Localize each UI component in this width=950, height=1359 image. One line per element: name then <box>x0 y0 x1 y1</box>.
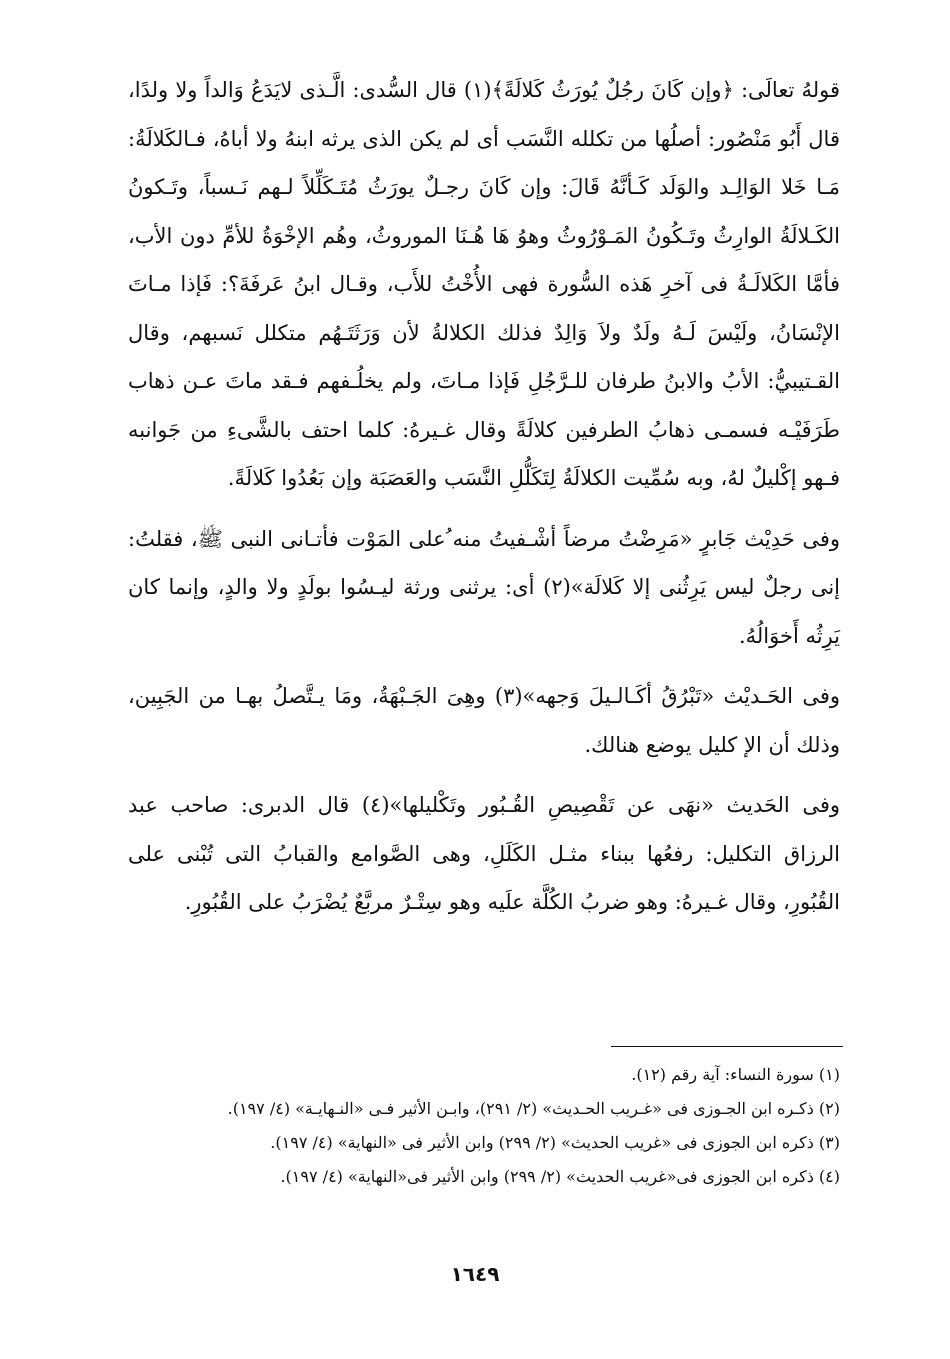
footnote-1: (١) سورة النساء: آية رقم (١٢). <box>631 1065 840 1084</box>
footnote-4: (٤) ذكره ابن الجوزى فى«غريب الحديث» (٢/ ٢٩٩) وابن الأثير فى«النهاية» (٤/ ١٩٧). <box>280 1167 840 1186</box>
footnote-3: (٣) ذكره ابن الجوزى فى «غريب الحديث» (٢/ ٢٩٩) وابن الأثير فى «النهاية» (٤/ ١٩٧). <box>270 1133 840 1152</box>
footnote-2: (٢) ذكـره ابن الجـوزى فى «غـريب الحـديث» (٢/ ٢٩١)، وابـن الأثير فـى «النـهايـة» (٤/ ١٩٧). <box>227 1099 840 1118</box>
paragraph-hadith-qubur: وفى الحَديث «نهَى عن تَقْصِيصِ القُـبُور وتَكْليلها»(٤) قال الدبرى: صاحب عبد الرزاق التكليل: رفعُها ببناء مثـل الكَلَلِ، وهى الصَّوامع والقبابُ التى تُبْنى على القُبُورِ، وقال غـيرهُ: وهو ضربُ الكُلَّة علَيه وهو سِتْـرٌ مربَّعٌ يُضْرَبُ على القُبُورِ. <box>128 793 840 914</box>
main-text <box>128 66 840 927</box>
paragraph-hadith-akalil: وفى الحَـديْث «تَبْرُقُ أكَـالـيلَ وَجهه»(٣) وهِىَ الجَـبْهَةُ، ومَا يـتَّصلُ بهـا من الجَبِين، وذلك أن الإ كليل يوضع هنالك. <box>128 684 841 757</box>
paragraph-kalala-definition: قولهُ تعالَى: ﴿وإن كَانَ رجُلٌ يُورَثُ كَلالَةً﴾(١) قال السُّدى: الَّـذى لايَدَعُ وَالداً ولا ولدًا، قال أَبُو مَنْصُور: أصلُها من تكلله النَّسَب أى لم يكن الذى يرثه ابنهُ ولا أباهُ، فـالكَلالَةُ: مَـا خَلا الوَالِـد والوَلَد كَـأنَّهُ قَالَ: وإن كَانَ رجـلٌ يورَثُ مُتَـكَلِّلاً لـهم نَـسباً، وتَـكونُ الكَـلالَةُ الوارِثُ وتَـكُونُ المَـوْرُوثُ وهوُ هَا هُـنَا الموروثُ، وهُم الإخْوَةُ للأمِّ دون الأب، فأمَّا الكَلالَـةُ فى آخرِ هَذه السُّورة فهى الأُخْتُ للأَب، وقـال ابنُ عَرفَةَ؟: فَإذا مـاتَ الإنْسَانُ، ولَيْسَ لَـهُ ولَدٌ ولاَ وَالِدٌ فذلك الكلالةُ لأن وَرَثَتَـهُم متكلل نَسبهم، وقال القـتيبيُّ: الأبُ والابنُ طرفان للـرَّجُلِ فَإذا مـاتَ، ولم يخلُـفهم فـقد ماتَ عـن ذهاب طَرَفَيْـه فسمـى ذهابُ الطرفين كلالَةً وقال غـيرهُ: كلما احتف بالشَّىءِ من جَوانبه فـهو إكْليلٌ لهُ، وبه سُمِّيت الكلالَةُ لِتَكَلُّلِ النَّسَب والعَصَبَة وإن بَعُدُوا كَلالَةً. <box>128 78 840 490</box>
paragraph-hadith-jabir: وفى حَدِيْث جَابرٍ «مَرِضْتُ مرضاً أشْـفيتُ منه ُعلى المَوْت فأتـانى النبى ﷺ، فقلتُ: إنى رجلٌ ليس يَرِثُنى إلا كَلالَة»(٢) أى: يرثنى ورثة ليـسُوا بولَدٍ ولا والدٍ، وإنما كان يَرِثُه أَخوَالُهُ. <box>128 526 841 648</box>
footnotes <box>128 1058 840 1194</box>
page-number: ١٦٤٩ <box>450 1262 500 1286</box>
footnote-divider <box>611 1046 843 1047</box>
